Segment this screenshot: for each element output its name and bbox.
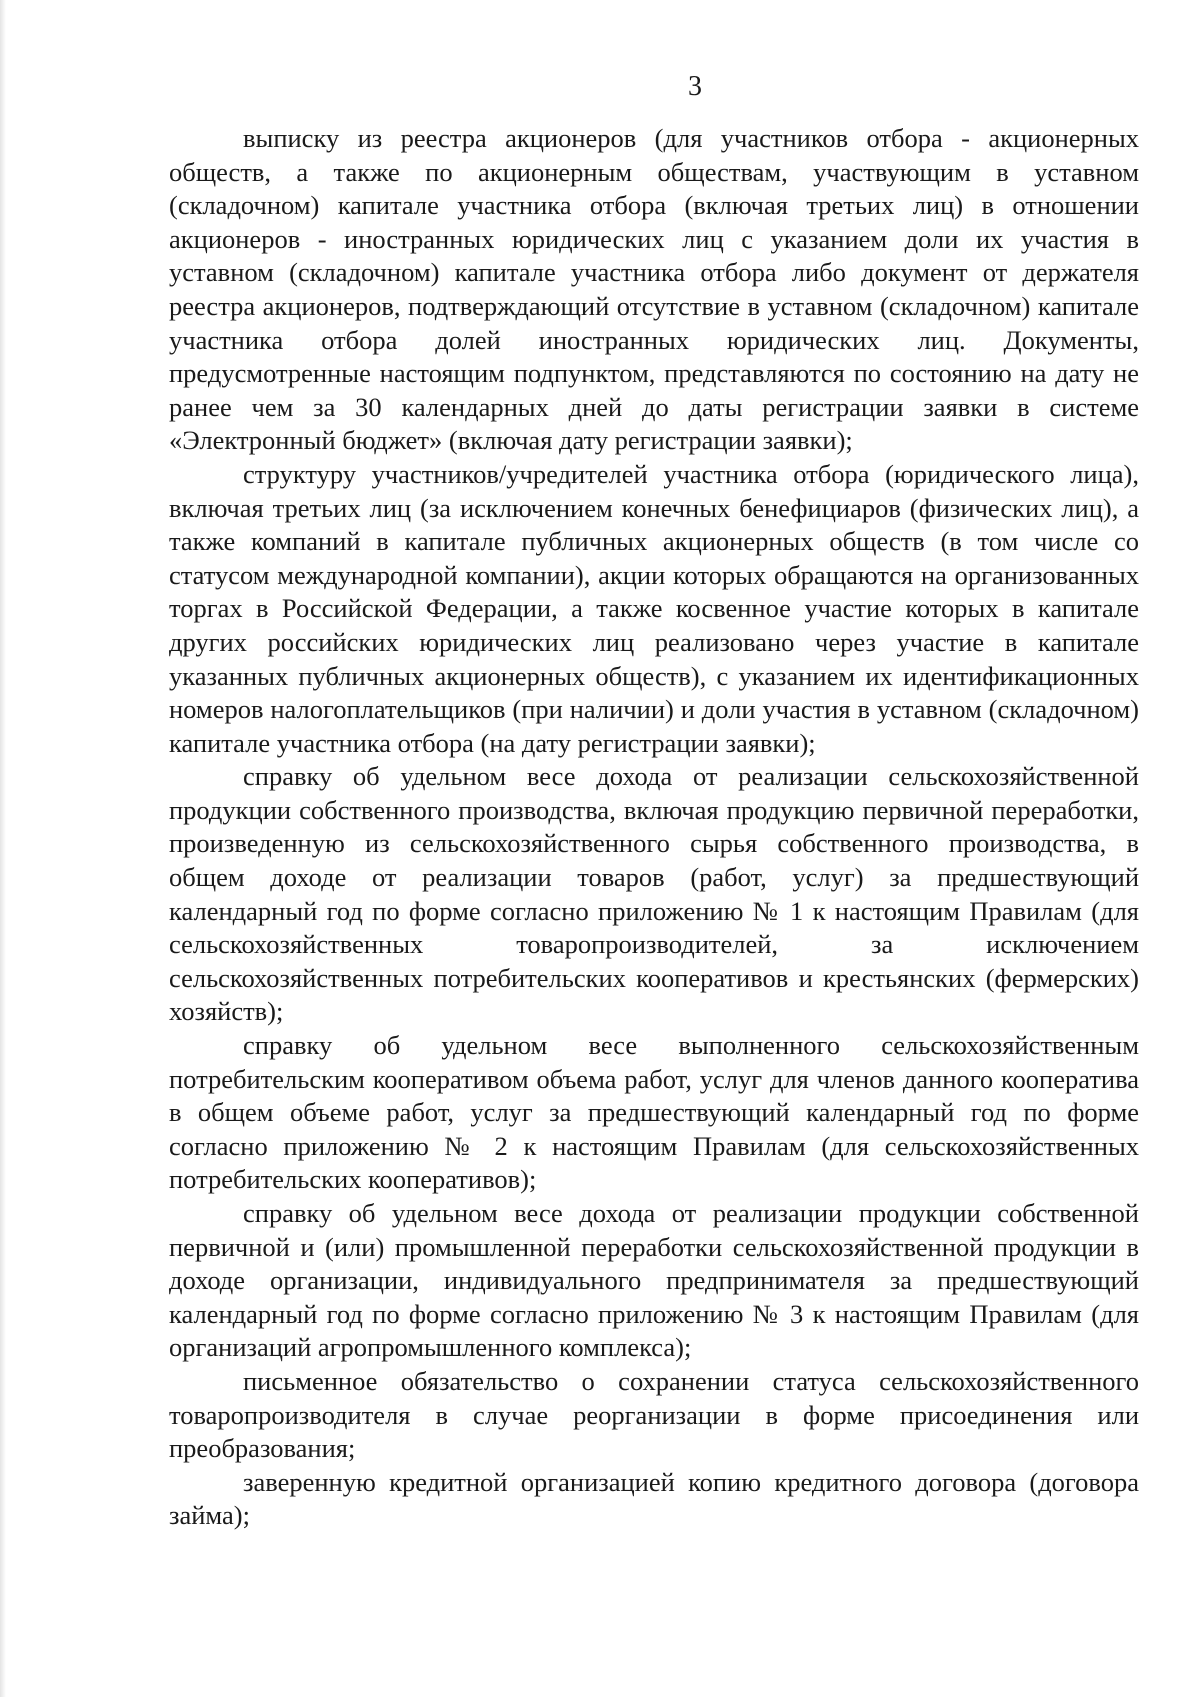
paragraph-certified-loan-agreement-copy: заверенную кредитной организацией копию кредитного договора (договора займа); bbox=[169, 1466, 1139, 1531]
page-number: 3 bbox=[688, 71, 702, 102]
paragraph-status-preservation-obligation: письменное обязательство о сохранении статуса сельскохозяйственного товаропроизводителя в случае реорганизации в форме присоединения или преобразования; bbox=[169, 1365, 1139, 1464]
paragraph-participants-structure: структуру участников/учредителей участника отбора (юридического лица), включая третьих лиц (за исключением конечных бенефициаров (физических лиц), а также компаний в капитале публичных акционерных обществ (в том числе со статусом международной компании), акции которых обращаются на организованных торгах в Российской Федерации, а также косвенное участие которых в капитале других российских юридических лиц реализовано через участие в капитале указанных публичных акционерных обществ), с указанием их идентификационных номеров налогоплательщиков (при наличии) и доли участия в уставном (складочном) капитале участника отбора (на дату регистрации заявки); bbox=[169, 458, 1139, 758]
paragraph-shareholder-register-extract: выписку из реестра акционеров (для участников отбора - акционерных обществ, а также по акционерным обществам, участвующим в уставном (складочном) капитале участника отбора (включая третьих лиц) в отношении акционеров - иностранных юридических лиц с указанием доли их участия в уставном (складочном) капитале участника отбора либо документ от держателя реестра акционеров, подтверждающий отсутствие в уставном (складочном) капитале участника отбора долей иностранных юридических лиц. Документы, предусмотренные настоящим подпунктом, представляются по состоянию на дату не ранее чем за 30 календарных дней до даты регистрации заявки в системе «Электронный бюджет» (включая дату регистрации заявки); bbox=[169, 123, 1139, 456]
document-body bbox=[169, 122, 1139, 1533]
scan-edge-shadow bbox=[0, 0, 6, 1697]
paragraph-cooperative-work-certificate-2: справку об удельном весе выполненного сельскохозяйственным потребительским кооперативом объема работ, услуг для членов данного кооператива в общем объеме работ, услуг за предшествующий календарный год по форме согласно приложению № 2 к настоящим Правилам (для сельскохозяйственных потребительских кооперативов); bbox=[169, 1030, 1139, 1195]
paragraph-income-share-certificate-1: справку об удельном весе дохода от реализации сельскохозяйственной продукции собственного производства, включая продукцию первичной переработки, произведенную из сельскохозяйственного сырья собственного производства, в общем доходе от реализации товаров (работ, услуг) за предшествующий календарный год по форме согласно приложению № 1 к настоящим Правилам (для сельскохозяйственных товаропроизводителей, за исключением сельскохозяйственных потребительских кооперативов и крестьянских (фермерских) хозяйств); bbox=[169, 761, 1139, 1027]
paragraph-processing-income-certificate-3: справку об удельном весе дохода от реализации продукции собственной первичной и (или) промышленной переработки сельскохозяйственной продукции в доходе организации, индивидуального предпринимателя за предшествующий календарный год по форме согласно приложению № 3 к настоящим Правилам (для организаций агропромышленного комплекса); bbox=[169, 1198, 1139, 1363]
